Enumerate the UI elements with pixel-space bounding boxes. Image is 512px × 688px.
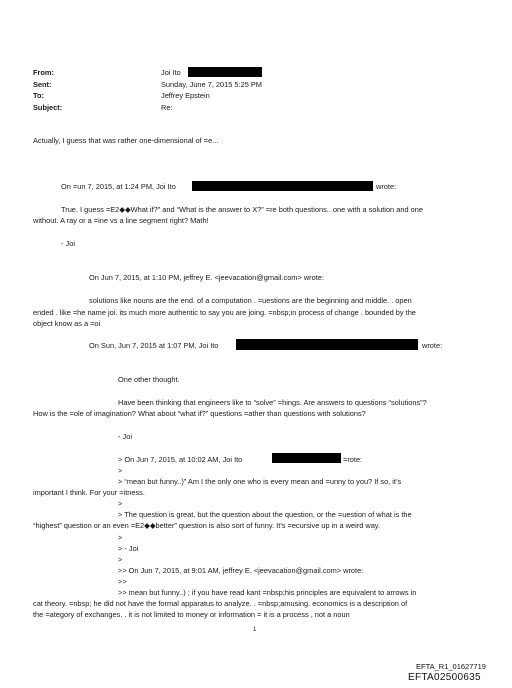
page-number: 1 bbox=[253, 627, 257, 633]
quote-line: > - Joi bbox=[118, 544, 139, 553]
body-line: ended . like =he name joi. its much more authentic to say you are joing. =nbsp;in process of change . bounded by the bbox=[33, 308, 416, 317]
body-line: without. A ray or a =ine vs a line segment right? Math! bbox=[33, 216, 209, 225]
quote-header-1-wrote: wrote: bbox=[376, 182, 397, 191]
redaction-bar bbox=[272, 453, 341, 463]
quote-line: important I think. For your =itness. bbox=[33, 488, 145, 497]
sent-label: Sent: bbox=[33, 80, 52, 89]
body-line: Have been thinking that engineers like to “solve” =hings. Are answers to questions “solutions”? bbox=[118, 398, 427, 407]
quote-line: > bbox=[118, 466, 123, 475]
quote-line: > bbox=[118, 533, 123, 542]
body-line: One other thought. bbox=[118, 375, 180, 384]
from-value: Joi Ito bbox=[161, 68, 181, 77]
quote-header-3-wrote: wrote: bbox=[422, 341, 443, 350]
quote-line: the =ategory of exchanges. . it is not limited to money or information = it is a process , not a noun bbox=[33, 610, 350, 619]
body-line: How is the =ole of imagination? What about “what if?” questions =ather than questions with solutions? bbox=[33, 409, 366, 418]
quote-header-1: On =un 7, 2015, at 1:24 PM, Joi Ito bbox=[61, 182, 176, 191]
bates-number-small: EFTA_R1_01627719 bbox=[416, 662, 486, 671]
bates-number-large: EFTA02500635 bbox=[408, 672, 481, 683]
subject-value: Re: bbox=[161, 103, 173, 112]
from-label: From: bbox=[33, 68, 54, 77]
body-line: True. I guess =E2◆◆What if?” and “What is the answer to X?” =re both questions.. one with a solution and one bbox=[61, 205, 423, 214]
redaction-bar bbox=[236, 339, 418, 350]
quote-line: > bbox=[118, 555, 123, 564]
body-line: solutions like nouns are the end. of a computation . =uestions are the beginning and middle. . open bbox=[89, 296, 412, 305]
quote-header-5: >> On Jun 7, 2015, at 9:01 AM, jeffrey E. <jeevacation@gmail.com> wrote: bbox=[118, 566, 364, 575]
signature: - Joi bbox=[61, 239, 75, 248]
signature: - Joi bbox=[118, 432, 132, 441]
quote-line: cat theory. =nbsp; he did not have the formal apparatus to analyze. . =nbsp;amusing. economics is a description of bbox=[33, 599, 408, 608]
sent-value: Sunday, June 7, 2015 5:25 PM bbox=[161, 80, 262, 89]
quote-header-3: On Sun, Jun 7, 2015 at 1:07 PM, Joi Ito bbox=[89, 341, 219, 350]
quote-line: > “mean but funny..)” Am I the only one who is every mean and =unny to you? If so, it’s bbox=[118, 477, 402, 486]
quote-header-2: On Jun 7, 2015, at 1:10 PM, jeffrey E. <jeevacation@gmail.com> wrote: bbox=[89, 273, 324, 282]
quote-line: > The question is great, but the question about the question, or the =uestion of what is the bbox=[118, 510, 412, 519]
redaction-bar bbox=[192, 181, 373, 191]
quote-line: >> bbox=[118, 577, 127, 586]
quote-header-4-wrote: =rote: bbox=[343, 455, 363, 464]
body-line: Actually, I guess that was rather one-dimensional of =e... bbox=[33, 136, 219, 145]
redaction-bar bbox=[188, 67, 262, 77]
quote-line: > bbox=[118, 499, 123, 508]
body-line: object know as a =oi bbox=[33, 319, 101, 328]
quote-line: >> mean but funny..) ; if you have read kant =nbsp;his principles are equivalent to arrows in bbox=[118, 588, 417, 597]
quote-header-4: > On Jun 7, 2015, at 10:02 AM, Joi Ito bbox=[118, 455, 243, 464]
to-label: To: bbox=[33, 91, 44, 100]
subject-label: Subject: bbox=[33, 103, 63, 112]
to-value: Jeffrey Epstein bbox=[161, 91, 210, 100]
quote-line: “highest” question or an even =E2◆◆better” question is also sort of funny. It’s =ecursive up in a weird way. bbox=[33, 521, 381, 530]
